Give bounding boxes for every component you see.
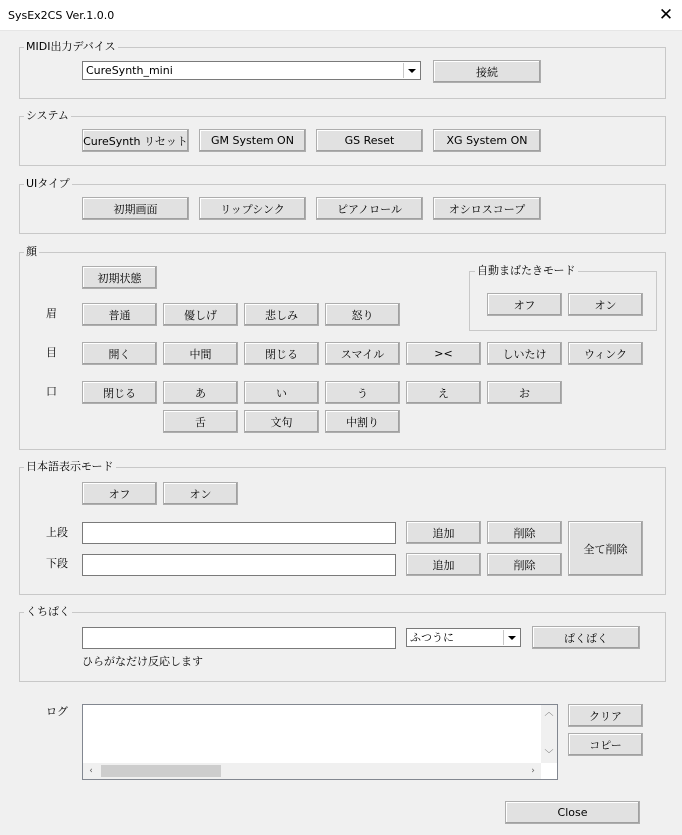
curesynth-reset-button[interactable]: CureSynth リセット <box>82 129 189 152</box>
window-close-button[interactable] <box>652 2 680 28</box>
midi-device-select[interactable] <box>82 61 421 80</box>
mouth-label: 口 <box>46 385 57 398</box>
scroll-down-icon[interactable]: ﹀ <box>544 750 554 760</box>
close-icon: ✕ <box>658 5 674 25</box>
eyebrow-normal-button[interactable]: 普通 <box>82 303 157 326</box>
chevron-down-icon[interactable] <box>503 630 519 645</box>
eye-wink-button[interactable]: ウィンク <box>568 342 643 365</box>
upper-line-input[interactable] <box>82 522 396 544</box>
mouth-u-button[interactable]: う <box>325 381 400 404</box>
xg-system-on-button[interactable]: XG System ON <box>433 129 541 152</box>
pakupaku-button[interactable]: ぱくぱく <box>532 626 640 649</box>
mouth-closed-button[interactable]: 閉じる <box>82 381 157 404</box>
mouth-tongue-button[interactable]: 舌 <box>163 410 238 433</box>
eye-closed-button[interactable]: 閉じる <box>244 342 319 365</box>
log-clear-button[interactable]: クリア <box>568 704 643 727</box>
log-label: ログ <box>46 705 68 718</box>
kuchipaku-hint: ひらがなだけ反応します <box>82 655 203 668</box>
mouth-o-button[interactable]: お <box>487 381 562 404</box>
upper-line-label: 上段 <box>46 526 68 539</box>
mouth-nakawari-button[interactable]: 中割り <box>325 410 400 433</box>
window-title: SysEx2CS Ver.1.0.0 <box>8 9 115 22</box>
eye-shiitake-button[interactable]: しいたけ <box>487 342 562 365</box>
eye-squint-button[interactable]: >< <box>406 342 481 365</box>
eye-label: 目 <box>46 346 57 359</box>
kuchipaku-input[interactable] <box>82 627 396 649</box>
system-group-label: システム <box>26 109 69 122</box>
mouth-i-button[interactable]: い <box>244 381 319 404</box>
scroll-right-icon[interactable]: › <box>531 766 535 776</box>
ui-oscilloscope-button[interactable]: オシロスコープ <box>433 197 541 220</box>
japanese-display-group-label: 日本語表示モード <box>26 460 114 473</box>
face-group-label: 顔 <box>26 245 37 258</box>
chevron-down-icon[interactable] <box>403 63 419 78</box>
blink-off-button[interactable]: オフ <box>487 293 562 316</box>
eye-middle-button[interactable]: 中間 <box>163 342 238 365</box>
ui-lipsync-button[interactable]: リップシンク <box>199 197 306 220</box>
midi-device-group-label: MIDI出力デバイス <box>26 40 116 53</box>
jp-display-off-button[interactable]: オフ <box>82 482 157 505</box>
eye-open-button[interactable]: 開く <box>82 342 157 365</box>
scroll-thumb[interactable] <box>101 765 221 777</box>
auto-blink-group-label: 自動まばたきモード <box>477 264 576 277</box>
gs-reset-button[interactable]: GS Reset <box>316 129 423 152</box>
upper-delete-button[interactable]: 削除 <box>487 521 562 544</box>
lower-line-label: 下段 <box>46 557 68 570</box>
gm-system-on-button[interactable]: GM System ON <box>199 129 306 152</box>
eye-smile-button[interactable]: スマイル <box>325 342 400 365</box>
log-textarea[interactable] <box>82 704 558 780</box>
connect-button[interactable]: 接続 <box>433 60 541 83</box>
ui-type-group-label: UIタイプ <box>26 177 70 190</box>
face-initial-button[interactable]: 初期状態 <box>82 266 157 289</box>
log-horizontal-scrollbar[interactable] <box>83 763 541 779</box>
kuchipaku-mode-select[interactable] <box>406 628 521 647</box>
eyebrow-angry-button[interactable]: 怒り <box>325 303 400 326</box>
jp-display-on-button[interactable]: オン <box>163 482 238 505</box>
lower-add-button[interactable]: 追加 <box>406 553 481 576</box>
blink-on-button[interactable]: オン <box>568 293 643 316</box>
midi-device-value: CureSynth_mini <box>86 64 173 77</box>
kuchipaku-group-label: くちぱく <box>26 605 70 618</box>
close-button[interactable]: Close <box>505 801 640 824</box>
mouth-complain-button[interactable]: 文句 <box>244 410 319 433</box>
scroll-left-icon[interactable]: ‹ <box>89 766 93 776</box>
mouth-e-button[interactable]: え <box>406 381 481 404</box>
ui-initial-screen-button[interactable]: 初期画面 <box>82 197 189 220</box>
eyebrow-gentle-button[interactable]: 優しげ <box>163 303 238 326</box>
ui-pianoroll-button[interactable]: ピアノロール <box>316 197 423 220</box>
lower-delete-button[interactable]: 削除 <box>487 553 562 576</box>
scroll-up-icon[interactable]: ︿ <box>544 708 554 718</box>
eyebrow-label: 眉 <box>46 307 57 320</box>
kuchipaku-mode-value: ふつうに <box>410 631 454 644</box>
log-vertical-scrollbar[interactable] <box>541 705 557 763</box>
eyebrow-sad-button[interactable]: 悲しみ <box>244 303 319 326</box>
upper-add-button[interactable]: 追加 <box>406 521 481 544</box>
lower-line-input[interactable] <box>82 554 396 576</box>
mouth-a-button[interactable]: あ <box>163 381 238 404</box>
log-copy-button[interactable]: コピー <box>568 733 643 756</box>
delete-all-button[interactable]: 全て削除 <box>568 521 643 576</box>
